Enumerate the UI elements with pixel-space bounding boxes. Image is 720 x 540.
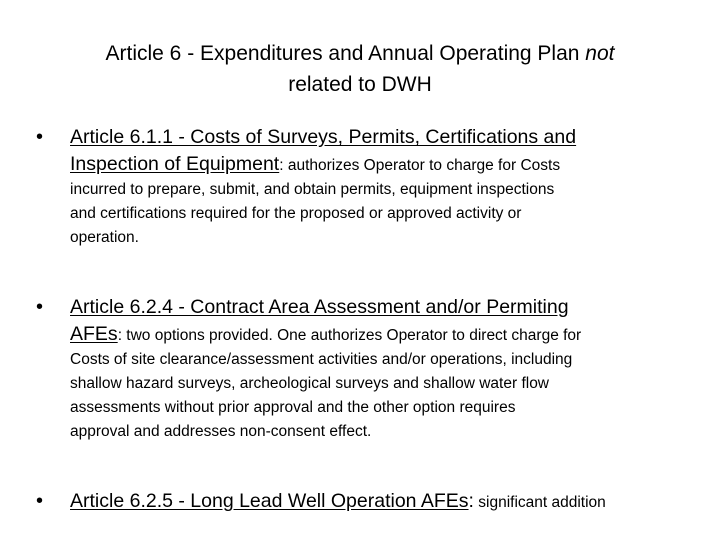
bullet-body-line: and certifications required for the proposed or approved activity or: [70, 205, 522, 222]
title-line-2: related to DWH: [288, 73, 432, 96]
bullet-body-line: operation.: [70, 229, 139, 246]
bullet-text: [70, 124, 695, 250]
bullet-heading-line-1: Article 6.2.5 - Long Lead Well Operation AFEs: significant addition: [70, 490, 606, 512]
bullet-heading-line-2: AFEs: two options provided. One authorizes Operator to direct charge for: [70, 323, 582, 345]
slide-title: [40, 38, 680, 100]
bullet-body-line: assessments without prior approval and the other option requires: [70, 399, 516, 416]
bullet-dot-icon: •: [36, 490, 44, 512]
bullet-text: [70, 294, 695, 444]
bullet-lead-text: : two options provided. One authorizes Operator to direct charge for: [117, 327, 582, 344]
bullet-lead-text: : authorizes Operator to charge for Costs: [279, 157, 561, 174]
bullet-body-line: Costs of site clearance/assessment activities and/or operations, including: [70, 351, 573, 368]
bullet-heading-line-2: Inspection of Equipment: authorizes Operator to charge for Costs: [70, 153, 561, 175]
bullet-dot-icon: •: [36, 296, 44, 318]
bullet-body-line: incurred to prepare, submit, and obtain permits, equipment inspections: [70, 181, 555, 198]
bullet-heading-line-1: Article 6.2.4 - Contract Area Assessment and/or Permiting: [70, 296, 569, 318]
bullet-dot-icon: •: [36, 126, 44, 148]
title-line-1: [40, 38, 680, 69]
bullet-body-line: shallow hazard surveys, archeological surveys and shallow water flow: [70, 375, 550, 392]
bullet-colon: :: [468, 490, 474, 512]
bullet-heading-line-1: Article 6.1.1 - Costs of Surveys, Permits, Certifications and: [70, 126, 577, 148]
title-main-text: Article 6 - Expenditures and Annual Operating Plan: [105, 42, 586, 65]
title-emphasis: not: [585, 42, 615, 65]
bullet-text: [70, 488, 695, 515]
bullet-lead-text: significant addition: [473, 494, 606, 511]
bullet-body-line: approval and addresses non-consent effect.: [70, 423, 372, 440]
